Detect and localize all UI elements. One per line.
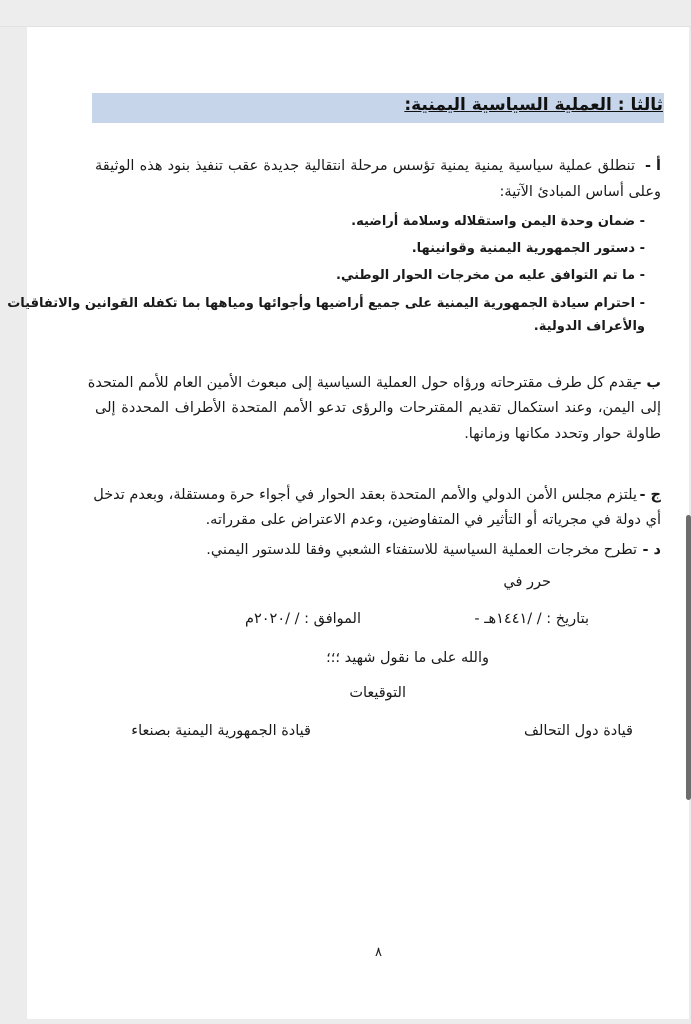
para-a-bullet-1: - ضمان وحدة اليمن واستقلاله وسلامة أراضيه.	[351, 214, 645, 229]
page-number: ٨	[375, 945, 382, 960]
para-a-bullet-5: والأعراف الدولية.	[533, 319, 645, 334]
signatory-yemen-sanaa: قيادة الجمهورية اليمنية بصنعاء	[131, 723, 311, 739]
para-d-line-1: تطرح مخرجات العملية السياسية للاستفتاء الشعبي وفقا للدستور اليمني.	[206, 542, 637, 558]
para-a-line-1: تنطلق عملية سياسية يمنية يمنية تؤسس مرحلة انتقالية جديدة عقب تنفيذ بنود هذه الوثيقة	[95, 158, 635, 174]
para-d-letter: د -	[642, 542, 661, 558]
viewer-top-strip	[0, 0, 691, 27]
para-b-line-3: طاولة حوار وتحدد مكانها وزمانها.	[464, 426, 661, 442]
para-a-letter: أ -	[644, 158, 661, 174]
date-hijri: بتاريخ : / /١٤٤١هـ -	[474, 611, 589, 627]
para-a-bullet-3: - ما تم التوافق عليه من مخرجات الحوار الوطني.	[336, 268, 645, 283]
para-a-bullet-4: - احترام سيادة الجمهورية اليمنية على جميع أراضيها وأجوائها ومياهها بما تكفله القوانين والاتفاقيات	[7, 296, 645, 311]
oath-text: والله على ما نقول شهيد ؛؛؛	[326, 650, 489, 666]
signatory-coalition: قيادة دول التحالف	[523, 723, 633, 739]
para-c-line-1: يلتزم مجلس الأمن الدولي والأمم المتحدة بعقد الحوار في أجواء حرة ومستقلة، وبعدم تدخل	[93, 487, 637, 503]
para-c-letter: ج -	[639, 487, 661, 503]
para-a-line-2: وعلى أساس المبادئ الآتية:	[499, 184, 661, 200]
para-c-line-2: أي دولة في مجرياته أو التأثير في المتفاوضين، وعدم الاعتراض على مقرراته.	[205, 512, 661, 528]
vertical-scrollbar[interactable]	[686, 515, 691, 800]
para-b-line-1: يقدم كل طرف مقترحاته ورؤاه حول العملية السياسية إلى مبعوث الأمين العام للأمم المتحدة	[87, 375, 637, 391]
signatures-title: التوقيعات	[349, 685, 406, 701]
para-a-bullet-2: - دستور الجمهورية اليمنية وقوانينها.	[411, 241, 645, 256]
section-title: ثالثا : العملية السياسية اليمنية:	[404, 95, 663, 115]
para-b-letter: ب -	[635, 375, 661, 391]
para-b-line-2: إلى اليمن، وعند استكمال تقديم المقترحات والرؤى تدعو الأمم المتحدة الأطراف المحددة إلى	[95, 400, 661, 416]
issued-in-label: حرر في	[503, 574, 551, 590]
date-gregorian: الموافق : / /٢٠٢٠م	[245, 611, 361, 627]
